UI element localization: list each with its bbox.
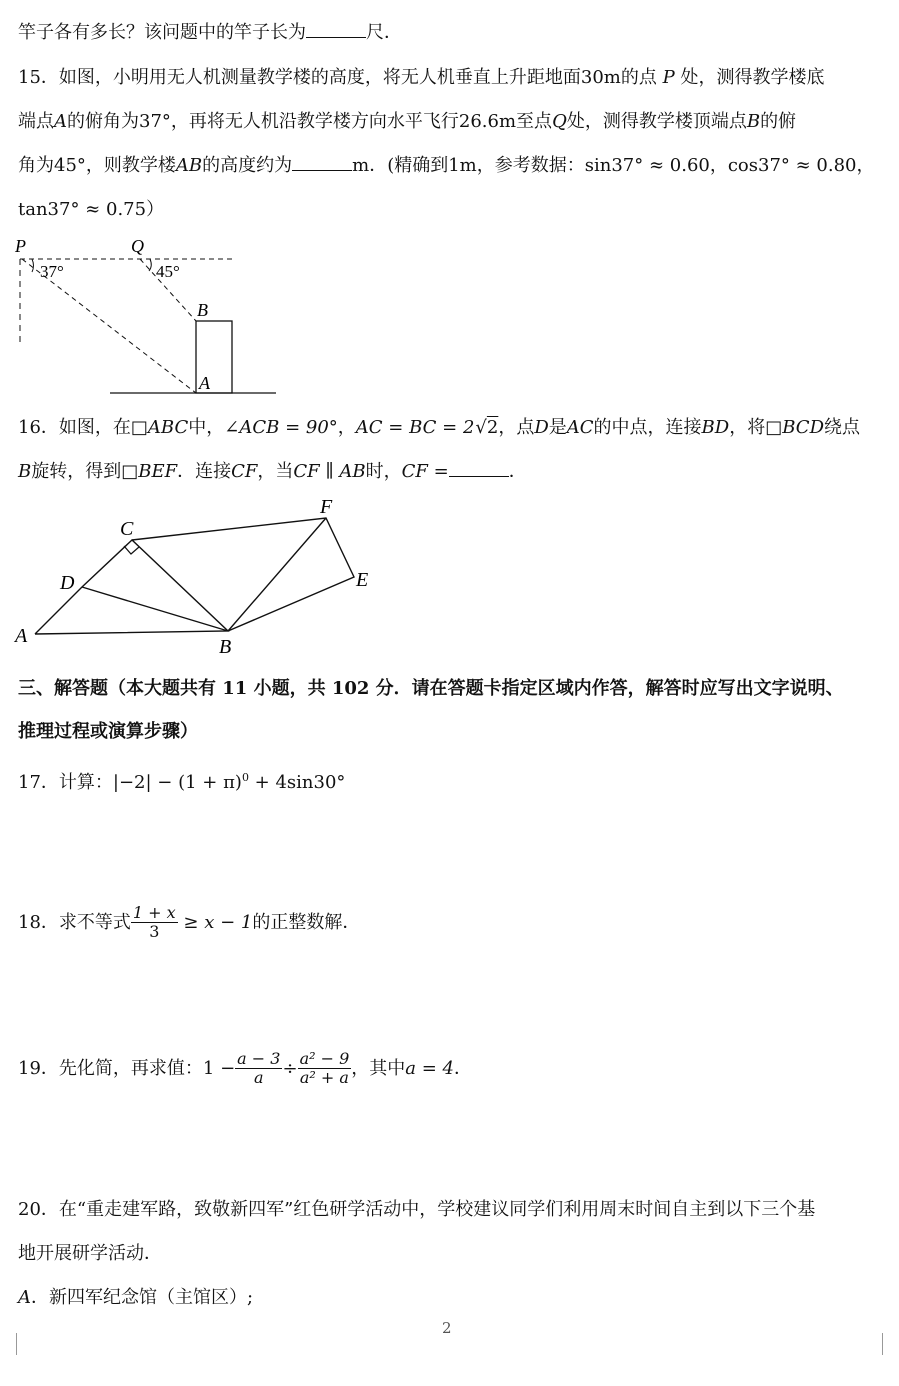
answer-blank	[449, 475, 509, 477]
fig16-label-D: D	[60, 572, 75, 594]
q19-fraction-1: $\frac{a - 3}{a}$	[237, 1049, 281, 1088]
q16-line1: 16．如图，在□ABC中，∠ACB = 90°，AC = BC = 2√2，点D是AC的中点，连接BD，将□BCD绕点	[18, 417, 860, 438]
fig15-label-P: P	[15, 236, 26, 256]
q15-line4: tan37° ≈ 0.75）	[18, 199, 165, 220]
fig15-label-B: B	[197, 300, 208, 320]
fig16-label-C: C	[120, 518, 134, 540]
fig15-label-Q: Q	[131, 236, 144, 256]
page-number: 2	[442, 1319, 452, 1337]
fig16-label-A: A	[15, 625, 28, 647]
section3-heading: 三、解答题（本大题共有 11 小题，共 102 分．请在答题卡指定区域内作答，解答时应写出文字说明、	[18, 678, 844, 699]
answer-blank	[306, 36, 366, 38]
q19-fraction-2: $\frac{\text{a² − 9}}{\text{a² + a}}$	[299, 1049, 350, 1088]
q15-line2: 端点A的俯角为37°，再将无人机沿教学楼方向水平飞行26.6m至点Q处，测得教学楼顶端点B的俯	[18, 111, 797, 132]
prev-question-tail: 竿子各有多长？该问题中的竿子长为 尺．	[18, 22, 402, 43]
question-18: 18．求不等式 $\frac{1 + x}{3}$ ≥ x − 1的正整数解．	[18, 903, 361, 942]
q20-line1: 20．在“重走建军路，致敬新四军”红色研学活动中，学校建议同学们利用周末时间自主到以下三个基	[18, 1199, 816, 1220]
q15-line1: 15．如图，小明用无人机测量教学楼的高度，将无人机垂直上升距地面30m的点 P 处，测得教学楼底	[18, 67, 825, 88]
q16-figure	[0, 490, 390, 660]
q20-option-a: A．新四军纪念馆（主馆区）;	[18, 1287, 254, 1308]
question-17: 17．计算：$|-2| - (1 + \pi)^0 + 4\sin 30^\circ$	[18, 771, 346, 793]
section3-heading-cont: 推理过程或演算步骤）	[18, 721, 198, 742]
page-edge-mark-right	[882, 1333, 883, 1355]
question-19: 19．先化简，再求值：1 − $\frac{a - 3}{a}$ ÷ $\frac{\text{a² − 9}}{\text{a² + a}}$ ，其中a = 4．	[18, 1049, 472, 1088]
page-edge-mark-left	[16, 1333, 17, 1355]
fig16-label-E: E	[356, 569, 369, 591]
q15-figure	[0, 230, 290, 400]
q18-fraction: $\frac{1 + x}{3}$	[132, 903, 176, 942]
answer-blank	[292, 169, 352, 171]
q16-line2: B旋转，得到□BEF．连接CF，当CF ∥ AB时，CF = ．	[18, 461, 527, 482]
fig16-label-B: B	[219, 636, 232, 658]
fig15-label-A: A	[199, 373, 210, 393]
fig15-angle-45: 45°	[156, 262, 180, 281]
fig16-label-F: F	[320, 496, 333, 518]
fig15-angle-37: 37°	[40, 262, 64, 281]
q15-line3: 角为45°，则教学楼AB的高度约为 m．(精确到1m，参考数据：sin37° ≈ 0.60，cos37° ≈ 0.80，	[18, 155, 875, 176]
q20-line2: 地开展研学活动．	[18, 1243, 162, 1264]
